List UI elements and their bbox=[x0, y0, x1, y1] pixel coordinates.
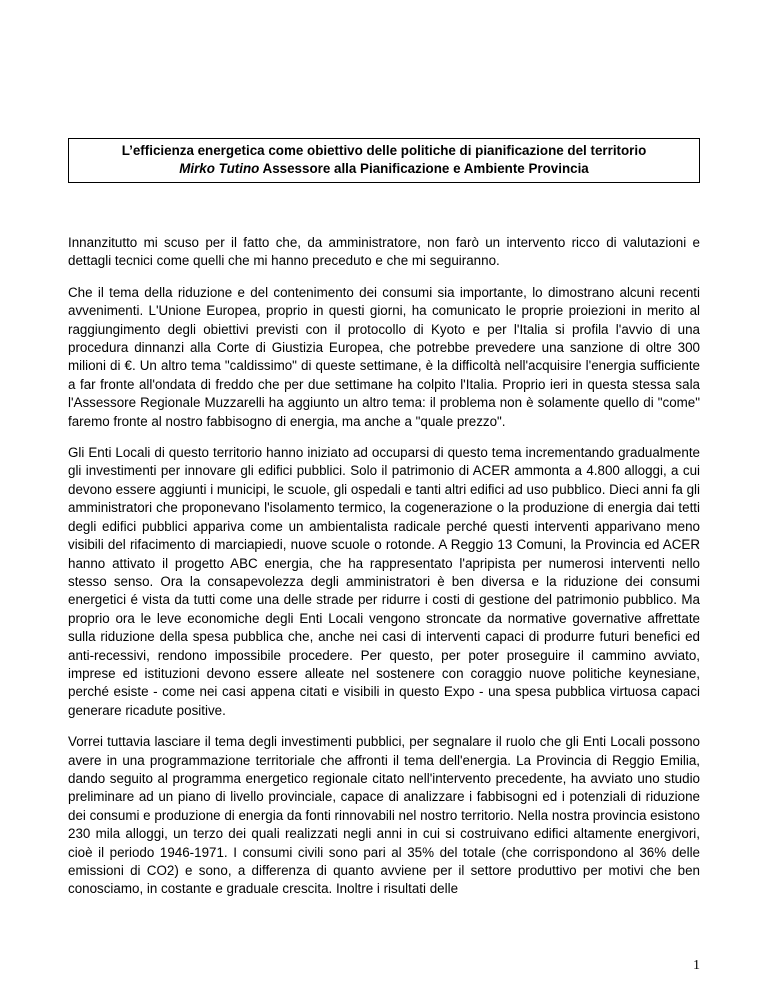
paragraph-4: Vorrei tuttavia lasciare il tema degli investimenti pubblici, per segnalare il ruolo che gli Enti Locali possono avere in una programmazione territoriale che affronti il tema dell'energia. La Provincia di Reggio Emilia, dando seguito al programma energetico regionale citato nell'intervento precedente, ha avviato uno studio preliminare ad un piano di livello provinciale, capace di analizzare i fabbisogni ed i potenziali di riduzione dei consumi e produzione di energia da fonti rinnovabili nel nostro territorio. Nella nostra provincia esistono 230 mila alloggi, un terzo dei quali realizzati negli anni in cui si costruivano edifici altamente energivori, cioè il periodo 1946-1971. I consumi civili sono pari al 35% del totale (che corrispondono al 36% delle emissioni di CO2) e sono, a differenza di quanto avviene per il settore produttivo per motivi che ben conosciamo, in costante e graduale crescita. Inoltre i risultati delle bbox=[68, 734, 700, 897]
paragraph-1: Innanzitutto mi scuso per il fatto che, da amministratore, non farò un intervento ricco di valutazioni e dettagli tecnici come quelli che mi hanno preceduto e che mi seguiranno. bbox=[68, 235, 700, 269]
author-name: Mirko Tutino bbox=[179, 161, 260, 176]
paragraph-2: Che il tema della riduzione e del contenimento dei consumi sia importante, lo dimostrano alcuni recenti avvenimenti. L'Unione Europea, proprio in questi giorni, ha comunicato le proprie proiezioni in merito al raggiungimento degli obiettivi previsti con il protocollo di Kyoto e per l'Italia si profila l'avvio di una procedura dinnanzi alla Corte di Giustizia Europea, che potrebbe prevedere una sanzione di oltre 300 milioni di €. Un altro tema "caldissimo" di queste settimane, è la difficoltà nell'acquisire l'energia sufficiente a far fronte all'ondata di freddo che per due settimane ha colpito l'Italia. Proprio ieri in questa stessa sala l'Assessore Regionale Muzzarelli ha aggiunto un altro tema: il problema non è solamente quello di "come" faremo fronte al nostro fabbisogno di energia, ma anche a "quale prezzo". bbox=[68, 284, 700, 429]
paragraph-3: Gli Enti Locali di questo territorio hanno iniziato ad occuparsi di questo tema incrementando gradualmente gli investimenti per innovare gli edifici pubblici. Solo il patrimonio di ACER ammonta a 4.800 alloggi, a cui devono essere aggiunti i municipi, le scuole, gli ospedali e tanti altri edifici ad uso pubblico. Dieci anni fa gli amministratori che proponevano l'isolamento termico, la cogenerazione o la produzione di energia dai tetti degli edifici pubblici appariva come un ambientalista radicale perché questi interventi apparivano meno visibili del rifacimento di marciapiedi, nuove scuole o rotonde. A Reggio 13 Comuni, la Provincia ed ACER hanno attivato il progetto ABC energia, che ha rappresentato l'apripista per numerosi interventi nello stesso senso. Ora la consapevolezza degli amministratori è ben diversa e la riduzione dei consumi energetici é vista da tutti come una delle strade per ridurre i costi di gestione del patrimonio pubblico. Ma proprio ora le leve economiche degli Enti Locali vengono stroncate da normative governative affrettate sulla riduzione della spesa pubblica che, anche nei casi di interventi capaci di produrre futuri benefici ed anti-recessivi, rendono impossibile procedere. Per questo, per poter proseguire il cammino avviato, imprese ed istituzioni devono essere alleate nel sostenere con coraggio nuove politiche keynesiane, perché esiste - come nei casi appena citati e visibili in questo Expo - una spesa pubblica virtuosa capaci generare ricadute positive. bbox=[68, 445, 700, 718]
author-line bbox=[69, 160, 699, 178]
title-box bbox=[68, 138, 700, 183]
body-text bbox=[68, 234, 700, 912]
author-role: Assessore alla Pianificazione e Ambiente Provincia bbox=[259, 161, 589, 176]
document-title: L’efficienza energetica come obiettivo delle politiche di pianificazione del territorio bbox=[121, 143, 647, 158]
page-number: 1 bbox=[693, 958, 700, 973]
